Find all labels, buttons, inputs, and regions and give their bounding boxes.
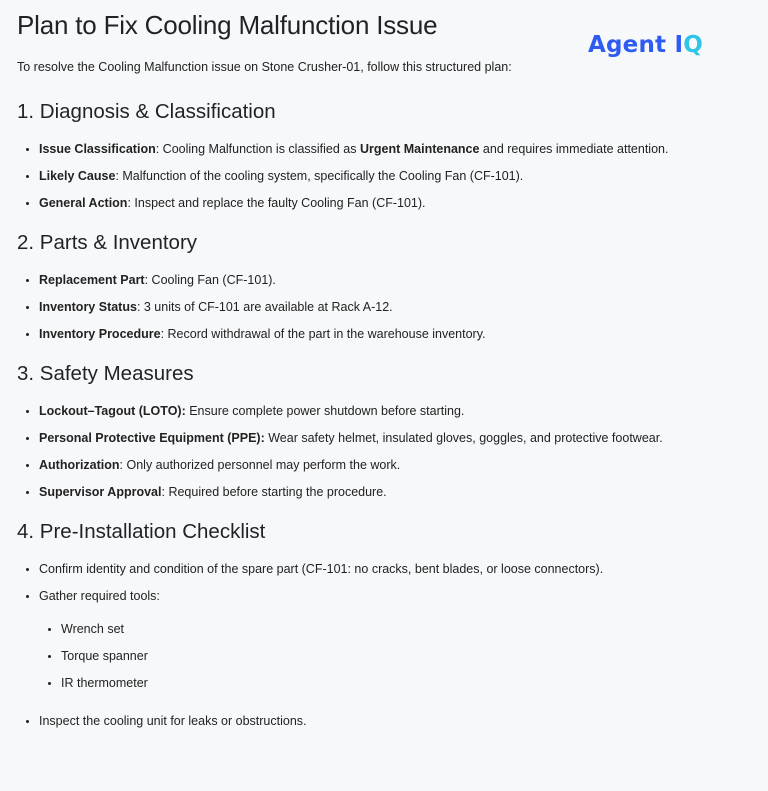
list-item: • Personal Protective Equipment (PPE): Wear safety helmet, insulated gloves, goggles, and protective footwear. <box>39 430 751 446</box>
list-item: • Gather required tools: • Wrench set • Torque spanner • IR thermometer <box>39 588 751 691</box>
list-item: • Confirm identity and condition of the spare part (CF-101: no cracks, bent blades, or loose connectors). <box>39 561 751 577</box>
section-heading-safety: 3. Safety Measures <box>17 362 194 385</box>
section-heading-checklist: 4. Pre-Installation Checklist <box>17 520 266 543</box>
tool-item: • Wrench set <box>61 621 751 637</box>
list-item: • Inspect the cooling unit for leaks or obstructions. <box>39 713 751 729</box>
logo-main: Agent I <box>588 32 684 58</box>
list-item: • Inventory Status: 3 units of CF-101 are available at Rack A-12. <box>39 299 751 315</box>
checklist-list <box>17 561 751 729</box>
safety-list <box>17 403 751 500</box>
tools-list <box>39 621 751 691</box>
diagnosis-list <box>17 141 751 211</box>
list-item: • Inventory Procedure: Record withdrawal of the part in the warehouse inventory. <box>39 326 751 342</box>
section-heading-parts: 2. Parts & Inventory <box>17 231 198 254</box>
list-item: • Issue Classification: Cooling Malfunction is classified as Urgent Maintenance and requires immediate attention. <box>39 141 751 157</box>
tool-item: • Torque spanner <box>61 648 751 664</box>
logo-accent: Q <box>683 32 703 58</box>
list-item: • General Action: Inspect and replace the faulty Cooling Fan (CF-101). <box>39 195 751 211</box>
list-item: • Lockout–Tagout (LOTO): Ensure complete power shutdown before starting. <box>39 403 751 419</box>
list-item: • Supervisor Approval: Required before starting the procedure. <box>39 484 751 500</box>
list-item: • Authorization: Only authorized personnel may perform the work. <box>39 457 751 473</box>
section-heading-diagnosis: 1. Diagnosis & Classification <box>17 100 276 123</box>
list-item: • Likely Cause: Malfunction of the cooling system, specifically the Cooling Fan (CF-101). <box>39 168 751 184</box>
list-item: • Replacement Part: Cooling Fan (CF-101). <box>39 272 751 288</box>
intro-text: To resolve the Cooling Malfunction issue on Stone Crusher-01, follow this structured plan: <box>17 60 512 74</box>
agent-iq-logo <box>588 32 703 58</box>
parts-list <box>17 272 751 342</box>
tool-item: • IR thermometer <box>61 675 751 691</box>
page-title: Plan to Fix Cooling Malfunction Issue <box>17 10 438 40</box>
